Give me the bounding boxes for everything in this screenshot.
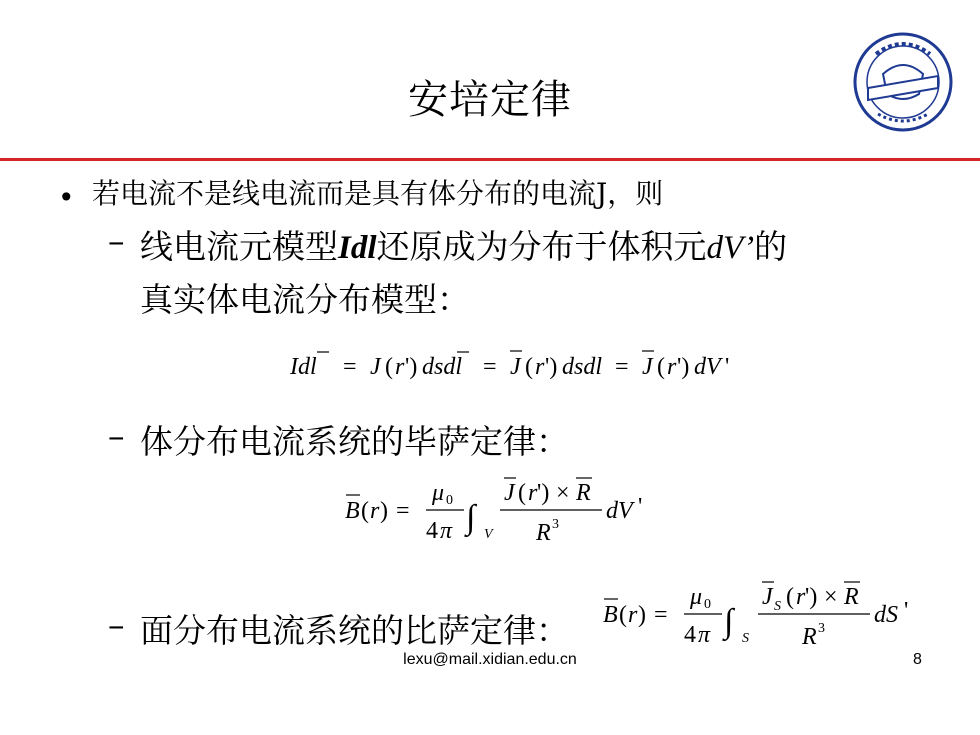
svg-text:(: ( [361, 498, 369, 524]
svg-text:=: = [343, 354, 357, 380]
bullet-text: 若电流不是线电流而是具有体分布的电流J，则 [92, 177, 664, 210]
svg-text:Idl: Idl [290, 354, 317, 380]
svg-text:): ) [380, 498, 388, 524]
svg-text:J: J [762, 584, 773, 610]
svg-text:J: J [504, 480, 515, 506]
svg-text:V: V [484, 527, 493, 542]
svg-text:μ: μ [690, 584, 703, 610]
svg-text:×: × [556, 480, 570, 506]
svg-text:r: r [667, 354, 677, 380]
svg-text:=: = [483, 354, 497, 380]
svg-text:(: ( [525, 354, 533, 380]
svg-text:r: r [528, 480, 538, 506]
university-seal-logo [852, 28, 954, 136]
svg-text:B: B [345, 498, 360, 524]
svg-text:R: R [536, 520, 551, 546]
sub1-post: 的 [754, 227, 788, 266]
svg-text:dsdl: dsdl [562, 354, 603, 380]
svg-text:(: ( [619, 602, 627, 628]
svg-text:R: R [844, 584, 859, 610]
sub1-line2: 真实体电流分布模型： [140, 280, 470, 319]
sub-bullet-2: 体分布电流系统的毕萨定律： [140, 422, 569, 461]
svg-text:4: 4 [684, 622, 696, 648]
bullet-dot: • [58, 181, 75, 214]
sub-bullet-3: 面分布电流系统的比萨定律： [140, 611, 569, 650]
svg-text:∫: ∫ [724, 603, 734, 640]
svg-text:π: π [440, 518, 453, 544]
svg-text:0: 0 [704, 597, 711, 612]
sub-bullet-dash-3: – [108, 605, 125, 644]
svg-text:'): ') [405, 354, 418, 380]
svg-text:(: ( [385, 354, 393, 380]
footer-email: lexu@mail.xidian.edu.cn [403, 651, 577, 668]
equation-biot-savart-volume [340, 470, 700, 550]
svg-text:0: 0 [446, 493, 453, 508]
svg-text:J: J [510, 354, 521, 380]
svg-text:dS: dS [874, 602, 898, 628]
svg-text:×: × [824, 584, 838, 610]
svg-text:dV: dV [694, 354, 721, 380]
sub1-idl: Idl [338, 230, 377, 266]
svg-text:'): ') [545, 354, 558, 380]
sub-bullet-dash-1: – [108, 221, 125, 260]
equation-current-element [285, 338, 805, 388]
svg-text:S: S [774, 599, 781, 614]
slide-title: 安培定律 [408, 77, 572, 123]
svg-text:r: r [370, 498, 380, 524]
svg-text:π: π [698, 622, 711, 648]
svg-text:dV: dV [606, 498, 633, 524]
svg-text:(: ( [786, 584, 794, 610]
svg-text:'): ') [677, 354, 690, 380]
svg-text:(: ( [657, 354, 665, 380]
svg-text:r: r [628, 602, 638, 628]
page-number: 8 [913, 651, 922, 668]
svg-text:3: 3 [552, 517, 559, 532]
svg-text:'): ') [537, 480, 550, 506]
svg-text:3: 3 [818, 621, 825, 636]
sub-bullet-1 [140, 221, 920, 325]
svg-text:dsdl: dsdl [422, 354, 463, 380]
svg-text:': ' [904, 598, 909, 624]
equation-biot-savart-surface [598, 570, 938, 655]
svg-text:S: S [742, 631, 749, 646]
sub1-dv: dV’ [706, 230, 755, 266]
svg-text:r: r [796, 584, 806, 610]
sub1-pre: 线电流元模型 [140, 227, 338, 266]
svg-text:'): ') [805, 584, 818, 610]
svg-text:=: = [615, 354, 629, 380]
svg-text:∫: ∫ [466, 499, 476, 536]
svg-text:): ) [638, 602, 646, 628]
svg-text:': ' [638, 494, 643, 520]
svg-text:4: 4 [426, 518, 438, 544]
svg-text:r: r [535, 354, 545, 380]
svg-text:J: J [642, 354, 653, 380]
svg-text:=: = [396, 498, 410, 524]
sub-bullet-dash-2: – [108, 416, 125, 455]
svg-text:R: R [802, 624, 817, 650]
svg-text:=: = [654, 602, 668, 628]
svg-text:J: J [370, 354, 381, 380]
svg-text:B: B [603, 602, 618, 628]
svg-text:R: R [576, 480, 591, 506]
sub1-mid: 还原成为分布于体积元 [376, 227, 707, 266]
svg-text:(: ( [518, 480, 526, 506]
svg-text:μ: μ [432, 480, 445, 506]
svg-text:': ' [725, 354, 730, 380]
svg-text:r: r [395, 354, 405, 380]
title-divider [0, 158, 980, 161]
